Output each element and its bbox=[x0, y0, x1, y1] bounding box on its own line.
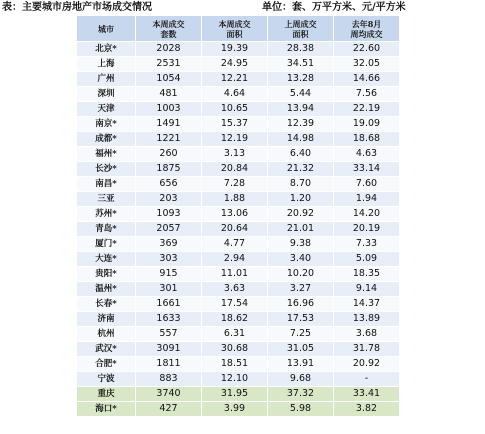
cell-weekly-sets: 1633 bbox=[136, 312, 202, 327]
cell-last-year-avg: - bbox=[334, 372, 400, 387]
cell-last-year-avg: 14.20 bbox=[334, 207, 400, 222]
table-body bbox=[77, 42, 400, 417]
cell-weekly-area: 30.68 bbox=[202, 342, 268, 357]
cell-weekly-sets: 301 bbox=[136, 282, 202, 297]
cell-last-year-avg: 20.92 bbox=[334, 357, 400, 372]
cell-city: 海口* bbox=[77, 402, 136, 417]
cell-last-week-area: 21.01 bbox=[268, 222, 334, 237]
table-row bbox=[77, 132, 400, 147]
cell-weekly-area: 10.65 bbox=[202, 102, 268, 117]
cell-last-year-avg: 3.82 bbox=[334, 402, 400, 417]
cell-last-year-avg: 33.41 bbox=[334, 387, 400, 402]
cell-last-week-area: 21.32 bbox=[268, 162, 334, 177]
cell-weekly-area: 11.01 bbox=[202, 267, 268, 282]
cell-city: 深圳 bbox=[77, 87, 136, 102]
cell-city: 济南 bbox=[77, 312, 136, 327]
cell-last-year-avg: 18.35 bbox=[334, 267, 400, 282]
header-last-week-area bbox=[268, 16, 334, 42]
cell-weekly-sets: 557 bbox=[136, 327, 202, 342]
cell-last-week-area: 13.91 bbox=[268, 357, 334, 372]
header-line: 面积 bbox=[292, 28, 309, 39]
cell-city: 贵阳* bbox=[77, 267, 136, 282]
table-row bbox=[77, 57, 400, 72]
cell-city: 成都* bbox=[77, 132, 136, 147]
cell-last-week-area: 5.98 bbox=[268, 402, 334, 417]
cell-last-week-area: 12.39 bbox=[268, 117, 334, 132]
cell-last-year-avg: 7.60 bbox=[334, 177, 400, 192]
cell-weekly-sets: 3740 bbox=[136, 387, 202, 402]
cell-city: 苏州* bbox=[77, 207, 136, 222]
cell-city: 武汉* bbox=[77, 342, 136, 357]
header-row bbox=[77, 16, 400, 42]
cell-city: 广州 bbox=[77, 72, 136, 87]
table-row bbox=[77, 147, 400, 162]
cell-last-year-avg: 19.09 bbox=[334, 117, 400, 132]
cell-last-week-area: 9.68 bbox=[268, 372, 334, 387]
header-line: 去年8月 bbox=[351, 18, 382, 29]
cell-weekly-area: 20.84 bbox=[202, 162, 268, 177]
table-row bbox=[77, 342, 400, 357]
cell-last-year-avg: 4.63 bbox=[334, 147, 400, 162]
cell-last-year-avg: 3.68 bbox=[334, 327, 400, 342]
header-city bbox=[77, 16, 136, 42]
cell-last-year-avg: 32.05 bbox=[334, 57, 400, 72]
table-caption bbox=[0, 0, 485, 16]
cell-last-week-area: 16.96 bbox=[268, 297, 334, 312]
unit-note: 单位：套、万平方米、元/平方米 bbox=[262, 2, 406, 13]
table-row bbox=[77, 252, 400, 267]
cell-city: 青岛* bbox=[77, 222, 136, 237]
table-row bbox=[77, 312, 400, 327]
header-line: 面积 bbox=[226, 28, 243, 39]
cell-weekly-sets: 1093 bbox=[136, 207, 202, 222]
cell-city: 重庆 bbox=[77, 387, 136, 402]
cell-weekly-area: 4.77 bbox=[202, 237, 268, 252]
cell-weekly-area: 19.39 bbox=[202, 42, 268, 57]
cell-last-week-area: 3.40 bbox=[268, 252, 334, 267]
cell-weekly-area: 12.10 bbox=[202, 372, 268, 387]
cell-weekly-sets: 1221 bbox=[136, 132, 202, 147]
header-line: 城市 bbox=[98, 23, 114, 34]
cell-last-year-avg: 33.14 bbox=[334, 162, 400, 177]
cell-weekly-area: 3.99 bbox=[202, 402, 268, 417]
cell-city: 上海 bbox=[77, 57, 136, 72]
cell-last-week-area: 17.53 bbox=[268, 312, 334, 327]
cell-weekly-area: 12.19 bbox=[202, 132, 268, 147]
cell-last-week-area: 13.94 bbox=[268, 102, 334, 117]
header-last-year-avg bbox=[334, 16, 400, 42]
cell-weekly-area: 2.94 bbox=[202, 252, 268, 267]
table-row bbox=[77, 162, 400, 177]
cell-last-week-area: 13.28 bbox=[268, 72, 334, 87]
cell-city: 天津 bbox=[77, 102, 136, 117]
header-line: 本周成交 bbox=[218, 18, 251, 29]
cell-weekly-area: 6.31 bbox=[202, 327, 268, 342]
cell-weekly-area: 20.64 bbox=[202, 222, 268, 237]
cell-city: 杭州 bbox=[77, 327, 136, 342]
cell-last-year-avg: 1.94 bbox=[334, 192, 400, 207]
cell-weekly-area: 18.51 bbox=[202, 357, 268, 372]
cell-last-week-area: 1.20 bbox=[268, 192, 334, 207]
cell-weekly-area: 4.64 bbox=[202, 87, 268, 102]
table-row bbox=[77, 72, 400, 87]
cell-last-week-area: 3.27 bbox=[268, 282, 334, 297]
table-row bbox=[77, 282, 400, 297]
cell-weekly-sets: 1054 bbox=[136, 72, 202, 87]
cell-weekly-area: 15.37 bbox=[202, 117, 268, 132]
cell-weekly-area: 17.54 bbox=[202, 297, 268, 312]
cell-weekly-sets: 1811 bbox=[136, 357, 202, 372]
table-row bbox=[77, 42, 400, 57]
table-row bbox=[77, 267, 400, 282]
real-estate-table bbox=[76, 15, 400, 417]
cell-city: 三亚 bbox=[77, 192, 136, 207]
cell-weekly-sets: 427 bbox=[136, 402, 202, 417]
cell-last-week-area: 9.38 bbox=[268, 237, 334, 252]
cell-weekly-sets: 369 bbox=[136, 237, 202, 252]
cell-weekly-sets: 3091 bbox=[136, 342, 202, 357]
cell-weekly-sets: 1875 bbox=[136, 162, 202, 177]
cell-weekly-area: 31.95 bbox=[202, 387, 268, 402]
cell-last-year-avg: 18.68 bbox=[334, 132, 400, 147]
cell-weekly-sets: 2028 bbox=[136, 42, 202, 57]
cell-last-year-avg: 22.60 bbox=[334, 42, 400, 57]
table-row bbox=[77, 327, 400, 342]
cell-city: 南昌* bbox=[77, 177, 136, 192]
cell-last-year-avg: 13.89 bbox=[334, 312, 400, 327]
table-row bbox=[77, 207, 400, 222]
cell-city: 合肥* bbox=[77, 357, 136, 372]
cell-weekly-sets: 203 bbox=[136, 192, 202, 207]
cell-last-week-area: 37.32 bbox=[268, 387, 334, 402]
table-row bbox=[77, 297, 400, 312]
cell-weekly-sets: 2531 bbox=[136, 57, 202, 72]
cell-last-year-avg: 7.33 bbox=[334, 237, 400, 252]
header-line: 本周成交 bbox=[152, 18, 185, 29]
header-line: 上周成交 bbox=[284, 18, 317, 29]
cell-last-week-area: 6.40 bbox=[268, 147, 334, 162]
cell-city: 长沙* bbox=[77, 162, 136, 177]
cell-city: 大连* bbox=[77, 252, 136, 267]
cell-weekly-area: 13.06 bbox=[202, 207, 268, 222]
cell-last-year-avg: 31.78 bbox=[334, 342, 400, 357]
table-row bbox=[77, 222, 400, 237]
cell-last-week-area: 28.38 bbox=[268, 42, 334, 57]
cell-last-week-area: 14.98 bbox=[268, 132, 334, 147]
table-row bbox=[77, 387, 400, 402]
cell-last-week-area: 31.05 bbox=[268, 342, 334, 357]
cell-city: 北京* bbox=[77, 42, 136, 57]
cell-last-week-area: 5.44 bbox=[268, 87, 334, 102]
cell-city: 福州* bbox=[77, 147, 136, 162]
cell-weekly-sets: 1491 bbox=[136, 117, 202, 132]
cell-last-year-avg: 5.09 bbox=[334, 252, 400, 267]
table-row bbox=[77, 237, 400, 252]
cell-last-week-area: 10.20 bbox=[268, 267, 334, 282]
cell-weekly-area: 12.21 bbox=[202, 72, 268, 87]
cell-weekly-sets: 915 bbox=[136, 267, 202, 282]
cell-weekly-sets: 481 bbox=[136, 87, 202, 102]
cell-last-year-avg: 7.56 bbox=[334, 87, 400, 102]
cell-last-year-avg: 14.66 bbox=[334, 72, 400, 87]
cell-city: 宁波 bbox=[77, 372, 136, 387]
table-header bbox=[77, 16, 400, 42]
header-line: 周均成交 bbox=[350, 28, 383, 39]
cell-weekly-sets: 260 bbox=[136, 147, 202, 162]
cell-last-week-area: 7.25 bbox=[268, 327, 334, 342]
table-title: 表：主要城市房地产市场成交情况 bbox=[2, 2, 152, 13]
data-table-container bbox=[76, 15, 399, 417]
cell-last-year-avg: 20.19 bbox=[334, 222, 400, 237]
cell-city: 南京* bbox=[77, 117, 136, 132]
cell-weekly-sets: 656 bbox=[136, 177, 202, 192]
cell-last-year-avg: 14.37 bbox=[334, 297, 400, 312]
header-weekly-sets bbox=[136, 16, 202, 42]
cell-last-year-avg: 22.19 bbox=[334, 102, 400, 117]
table-row bbox=[77, 357, 400, 372]
cell-weekly-sets: 303 bbox=[136, 252, 202, 267]
cell-weekly-area: 1.88 bbox=[202, 192, 268, 207]
cell-city: 厦门* bbox=[77, 237, 136, 252]
cell-weekly-sets: 883 bbox=[136, 372, 202, 387]
cell-city: 温州* bbox=[77, 282, 136, 297]
table-row bbox=[77, 192, 400, 207]
cell-weekly-area: 3.63 bbox=[202, 282, 268, 297]
cell-last-year-avg: 9.14 bbox=[334, 282, 400, 297]
cell-weekly-sets: 1003 bbox=[136, 102, 202, 117]
header-line: 套数 bbox=[160, 28, 177, 39]
table-row bbox=[77, 372, 400, 387]
cell-weekly-sets: 1661 bbox=[136, 297, 202, 312]
cell-weekly-area: 24.95 bbox=[202, 57, 268, 72]
table-row bbox=[77, 402, 400, 417]
cell-weekly-area: 7.28 bbox=[202, 177, 268, 192]
cell-city: 长春* bbox=[77, 297, 136, 312]
table-row bbox=[77, 102, 400, 117]
cell-last-week-area: 34.51 bbox=[268, 57, 334, 72]
table-row bbox=[77, 177, 400, 192]
table-row bbox=[77, 87, 400, 102]
cell-weekly-area: 18.62 bbox=[202, 312, 268, 327]
cell-weekly-area: 3.13 bbox=[202, 147, 268, 162]
cell-last-week-area: 20.92 bbox=[268, 207, 334, 222]
cell-last-week-area: 8.70 bbox=[268, 177, 334, 192]
header-weekly-area bbox=[202, 16, 268, 42]
table-row bbox=[77, 117, 400, 132]
cell-weekly-sets: 2057 bbox=[136, 222, 202, 237]
